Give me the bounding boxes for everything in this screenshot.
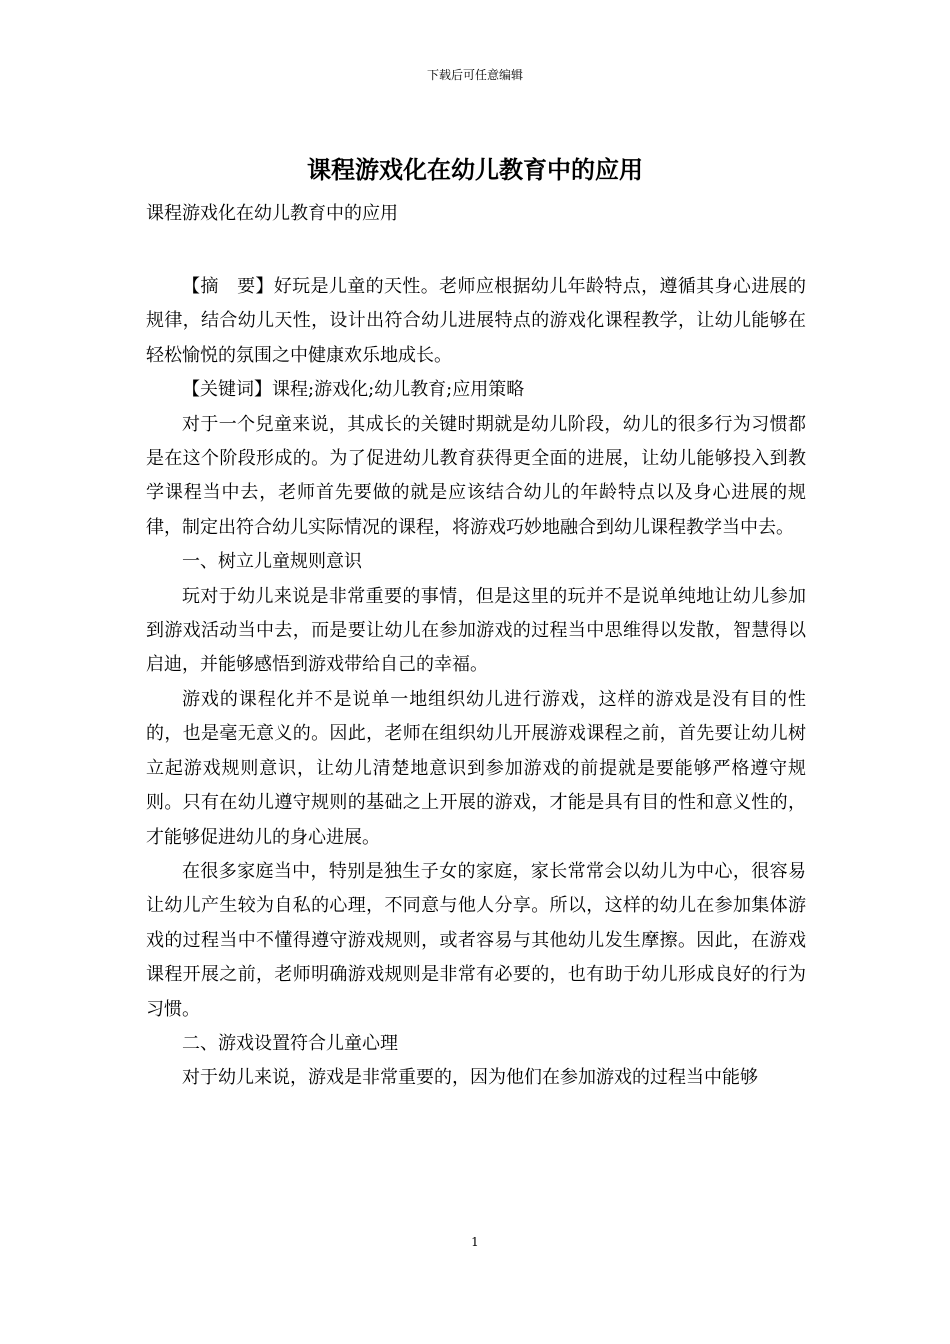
section-heading-1: 一、树立儿童规则意识: [182, 551, 362, 573]
document-subtitle: 课程游戏化在幼儿教育中的应用: [146, 203, 398, 224]
intro-paragraph: 对于一个兒童来说，其成长的关键时期就是幼儿阶段，幼儿的很多行为习惯都是在这个阶段形成的。为了促进幼儿教育获得更全面的进展，让幼儿能够投入到教学课程当中去，老师首先要做的就是应该结合幼儿的年龄特点以及身心进展的规律，制定出符合幼儿实际情况的课程，将游戏巧妙地融合到幼儿课程教学当中去。: [146, 413, 806, 538]
document-title: 课程游戏化在幼儿教育中的应用: [307, 155, 643, 184]
body-paragraph: 游戏的课程化并不是说单一地组织幼儿进行游戏，这样的游戏是没有目的性的，也是毫无意义的。因此，老师在组织幼儿开展游戏课程之前，首先要让幼儿树立起游戏规则意识，让幼儿清楚地意识到参加游戏的前提就是要能够严格遵守规则。只有在幼儿遵守规则的基础之上开展的游戏，才能是具有目的性和意义性的，才能够促进幼儿的身心进展。: [146, 688, 806, 848]
page-number: 1: [471, 1235, 479, 1249]
keywords-paragraph: 【关键词】课程;游戏化;幼儿教育;应用策略: [182, 379, 525, 401]
body-paragraph: 对于幼儿来说，游戏是非常重要的，因为他们在参加游戏的过程当中能够: [182, 1067, 758, 1089]
document-body: [146, 270, 806, 1096]
body-paragraph: 玩对于幼儿来说是非常重要的事情，但是这里的玩并不是说单纯地让幼儿参加到游戏活动当中去，而是要让幼儿在参加游戏的过程当中思维得以发散，智慧得以启迪，并能够感悟到游戏带给自己的幸福。: [146, 585, 806, 676]
body-paragraph: 在很多家庭当中，特别是独生子女的家庭，家长常常会以幼儿为中心，很容易让幼儿产生较为自私的心理，不同意与他人分享。所以，这样的幼儿在参加集体游戏的过程当中不懂得遵守游戏规则，或者容易与其他幼儿发生摩擦。因此，在游戏课程开展之前，老师明确游戏规则是非常有必要的，也有助于幼儿形成良好的行为习惯。: [146, 860, 806, 1020]
page-header: 下载后可任意编辑: [426, 68, 523, 82]
section-heading-2: 二、游戏设置符合儿童心理: [182, 1032, 398, 1054]
abstract-paragraph: 【摘 要】好玩是儿童的天性。老师应根据幼儿年龄特点，遵循其身心进展的规律，结合幼儿天性，设计出符合幼儿进展特点的游戏化课程教学，让幼儿能够在轻松愉悦的氛围之中健康欢乐地成长。: [146, 276, 806, 366]
